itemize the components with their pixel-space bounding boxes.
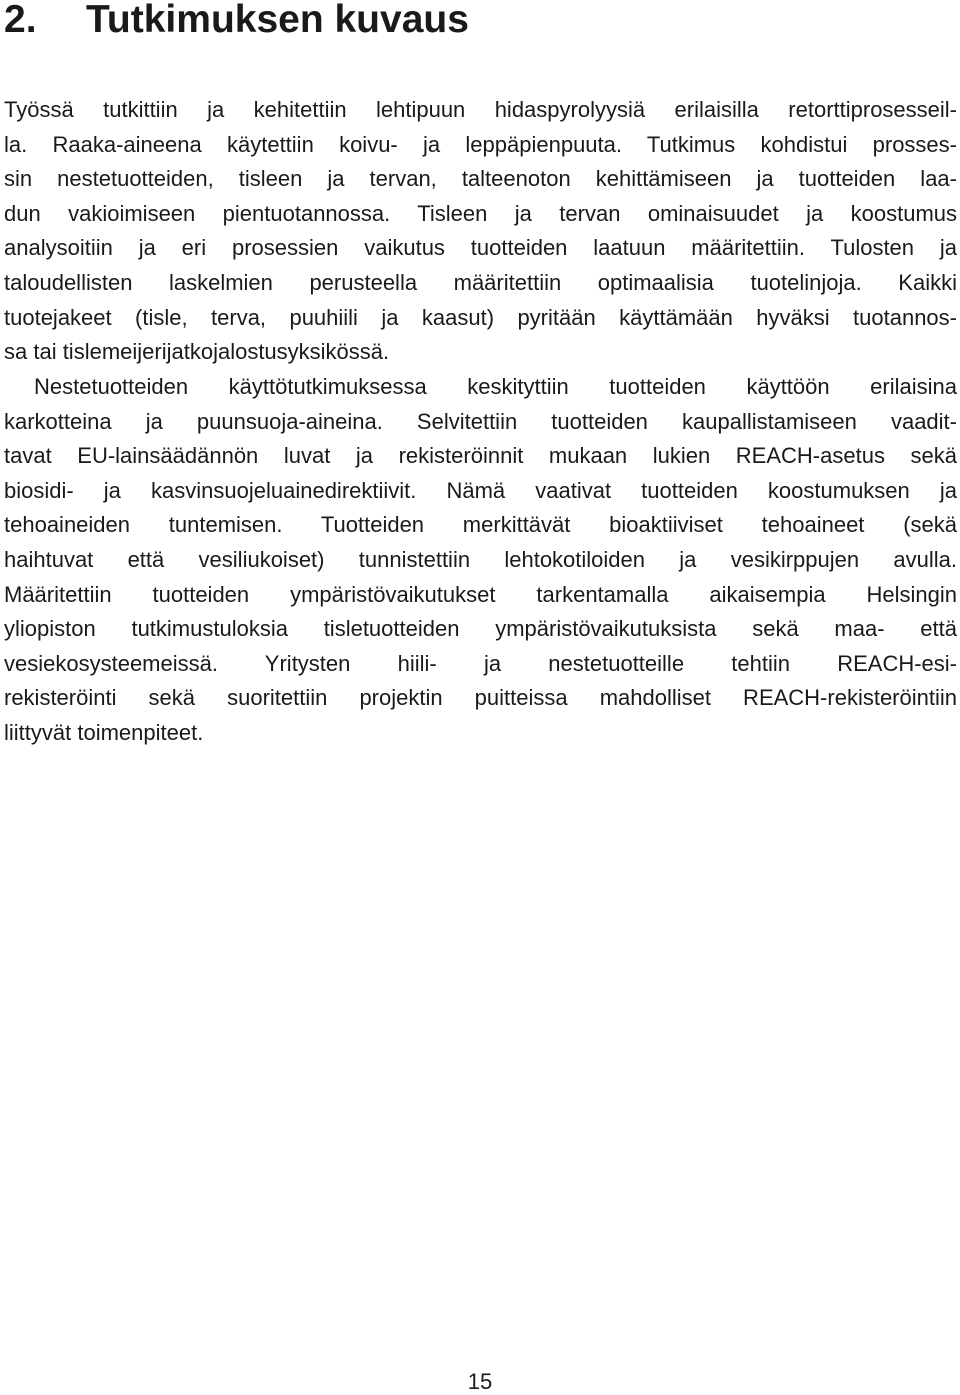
text-line: karkotteina ja puunsuoja-aineina. Selvitettiin tuotteiden kaupallistamiseen vaadit- <box>4 408 957 434</box>
text-line: la. Raaka-aineena käytettiin koivu- ja leppäpienpuuta. Tutkimus kohdistui prosses- <box>4 131 957 157</box>
text-line: rekisteröinti sekä suoritettiin projektin puitteissa mahdolliset REACH-rekisteröintiin <box>4 685 957 711</box>
text-line: haihtuvat että vesiliukoiset) tunnistettiin lehtokotiloiden ja vesikirppujen avulla. <box>4 546 957 572</box>
page-number: 15 <box>467 1369 493 1394</box>
text-line: analysoitiin ja eri prosessien vaikutus tuotteiden laatuun määritettiin. Tulosten ja <box>4 235 957 261</box>
section-heading <box>4 0 469 44</box>
text-line: tavat EU-lainsäädännön luvat ja rekisteröinnit mukaan lukien REACH-asetus sekä <box>4 443 957 469</box>
text-line: taloudellisten laskelmien perusteella määritettiin optimaalisia tuotelinjoja. Kaikki <box>4 269 957 295</box>
text-line: dun vakioimiseen pientuotannossa. Tisleen ja tervan ominaisuudet ja koostumus <box>4 200 957 226</box>
text-line: Määritettiin tuotteiden ympäristövaikutukset tarkentamalla aikaisempia Helsingin <box>4 581 957 607</box>
text-line: liittyvät toimenpiteet. <box>4 719 204 745</box>
text-line: tehoaineiden tuntemisen. Tuotteiden merkittävät bioaktiiviset tehoaineet (sekä <box>4 512 957 538</box>
text-line: sa tai tislemeijerijatkojalostusyksikössä. <box>4 339 390 365</box>
paragraph-2 <box>4 370 957 751</box>
text-line: Nestetuotteiden käyttötutkimuksessa keskityttiin tuotteiden käyttöön erilaisina <box>34 374 957 399</box>
section-number: 2. <box>4 0 37 41</box>
paragraph-1 <box>4 93 957 370</box>
text-line: Työssä tutkittiin ja kehitettiin lehtipuun hidaspyrolyysiä erilaisilla retorttiprosesseil- <box>4 97 957 122</box>
text-line: tuotejakeet (tisle, terva, puuhiili ja kaasut) pyritään käyttämään hyväksi tuotannos- <box>4 304 957 330</box>
section-title: Tutkimuksen kuvaus <box>86 0 469 41</box>
text-line: sin nestetuotteiden, tisleen ja tervan, talteenoton kehittämiseen ja tuotteiden laa- <box>4 166 957 192</box>
text-line: biosidi- ja kasvinsuojeluainedirektiivit. Nämä vaativat tuotteiden koostumuksen ja <box>4 477 957 503</box>
text-line: yliopiston tutkimustuloksia tisletuotteiden ympäristövaikutuksista sekä maa- että <box>4 616 957 642</box>
text-line: vesiekosysteemeissä. Yritysten hiili- ja nestetuotteille tehtiin REACH-esi- <box>4 650 957 676</box>
